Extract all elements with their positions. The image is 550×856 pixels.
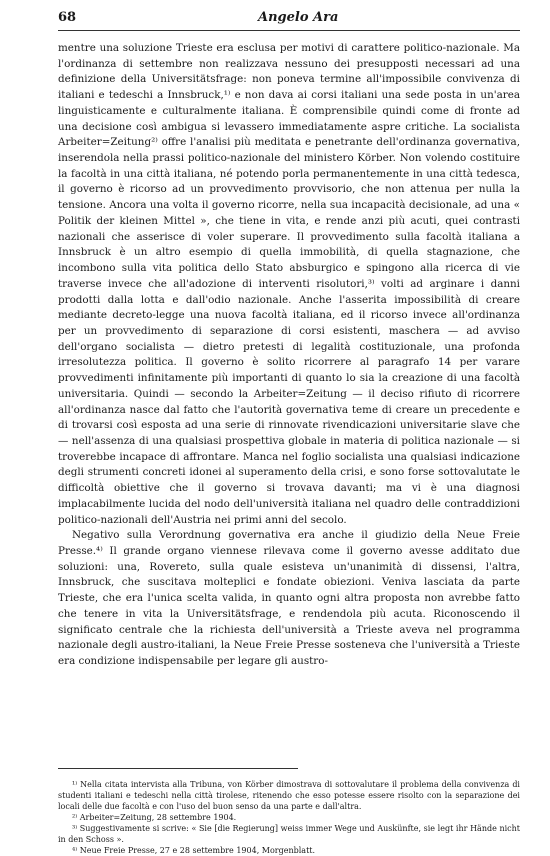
footnote-2: ²⁾ Arbeiter=Zeitung, 28 settembre 1904. [72,813,237,822]
page-number: 68 [58,10,77,25]
page-header [58,10,520,31]
footnote-1: ¹⁾ Nella citata intervista alla Tribuna, von Körber dimostrava di sottovalutare il problema della convivenza di studenti italiani e tedeschi nella città tirolese, ritenendo che esso potesse essere risolto con la separazione dei locali delle due facoltà e con l'uso del buon senso da una parte e dall'altra. [58,780,520,811]
main-text [58,41,520,670]
running-head: Angelo Ara [258,10,339,25]
footnote-3: ³⁾ Suggestivamente si scrive: « Sie [die Regierung] weiss immer Wege und Auskünfte, sie legt ihr Hände nicht in den Schoss ». [58,824,520,844]
paragraph-1: mentre una soluzione Trieste era esclusa per motivi di carattere politico-nazionale. Ma l'ordinanza di settembre non realizzava nessuno dei presupposti necessari ad una definizione della Universitätsfrage: non poneva termine all'impossibile convivenza di italiani e tedeschi a Innsbruck,¹⁾ e non dava ai corsi italiani una sede posta in un'area linguisticamente e culturalmente italiana. È comprensibile quindi come di fronte ad una decisione così ambigua si levassero immediatamente aspre critiche. La socialista Arbeiter=Zeitung²⁾ offre l'analisi più meditata e penetrante dell'ordinanza governativa, inserendola nella prassi politico-nazionale del ministero Körber. Non volendo costituire la facoltà in una città italiana, né potendo porla permanentemente in una città tedesca, il governo è ricorso ad un provvedimento provvisorio, che non attenua per nulla la tensione. Ancora una volta il governo ricorre, nella sua incapacità decisionale, ad una « Politik der kleinen Mittel », che tiene in vita, e rende anzi più acuti, quei contrasti nazionali che asserisce di voler superare. Il provvedimento sulla facoltà italiana a Innsbruck è un altro esempio di quella immobilità, di quella stagnazione, che incombono sulla vita politica dello Stato absburgico e spingono alla ricerca di vie traverse invece che all'adozione di interventi risolutori,³⁾ volti ad arginare i danni prodotti dalla lotta e dall'odio nazionale. Anche l'asserita impossibilità di creare mediante decreto-legge una nuova facoltà italiana, ed il ricorso invece all'ordinanza per un provvedimento di separazione di corsi esistenti, maschera — ad avviso dell'organo socialista — dietro pretesti di legalità costituzionale, una profonda irresolutezza politica. Il governo è solito ricorrere al paragrafo 14 per varare provvedimenti infinitamente più importanti di quanto lo sia la creazione di una facoltà universitaria. Quindi — secondo la Arbeiter=Zeitung — il deciso rifiuto di ricorrere all'ordinanza nasce dal fatto che l'autorità governativa teme di creare un precedente e di trovarsi così esposta ad una serie di rinnovate rivendicazioni universitarie slave che — nell'assenza di una qualsiasi prospettiva globale in materia di politica nazionale — si troverebbe incapace di affrontare. Manca nel foglio socialista una qualsiasi indicazione degli strumenti concreti idonei al superamento della crisi, e sono forse sottovalutate le difficoltà obiettive che il governo si trovava davanti; ma vi è una diagnosi implacabilmente lucida del nodo dell'università italiana nel quadro delle contraddizioni politico-nazionali dell'Austria nei primi anni del secolo. [58,42,520,526]
footnotes [58,779,520,856]
footnote-divider [58,768,298,769]
paragraph-2: Negativo sulla Verordnung governativa era anche il giudizio della Neue Freie Presse.⁴⁾ Il grande organo viennese rilevava come il governo avesse additato due soluzioni: una, Rovereto, sulla quale esisteva un'unanimità di dissensi, l'altra, Innsbruck, che suscitava molteplici e fondate obiezioni. Veniva lasciata da parte Trieste, che era l'unica scelta valida, in quanto ogni altra proposta non avrebbe fatto che tenere in vita la Universitätsfrage, e rendendola più acuta. Riconoscendo il significato centrale che la richiesta dell'università a Trieste aveva nel programma nazionale degli austro-italiani, la Neue Freie Presse sosteneva che l'università a Trieste era condizione indispensabile per legare gli austro- [58,529,520,668]
footnote-4: ⁴⁾ Neue Freie Presse, 27 e 28 settembre 1904, Morgenblatt. [72,846,316,855]
